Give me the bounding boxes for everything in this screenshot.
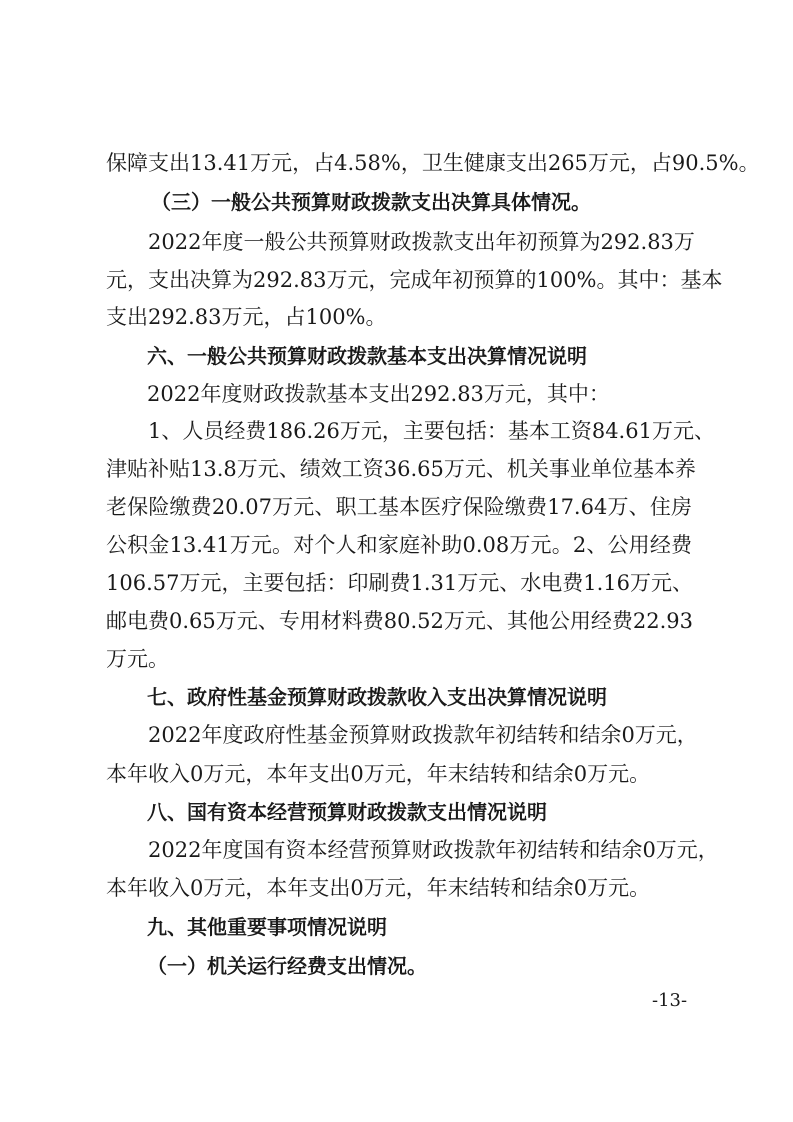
paragraph-line: 本年收入0万元，本年支出0万元，年末结转和结余0万元。 [106, 762, 651, 786]
paragraph-line: 2022年度一般公共预算财政拨款支出年初预算为292.83万 [148, 230, 695, 254]
paragraph-line: 本年收入0万元，本年支出0万元，年末结转和结余0万元。 [106, 876, 651, 900]
paragraph-line: 万元。 [106, 647, 169, 671]
paragraph-line: 支出292.83万元，占100%。 [106, 305, 387, 329]
section-heading: 八、国有资本经营预算财政拨款支出情况说明 [147, 800, 547, 824]
paragraph-line: 保障支出13.41万元，占4.58%，卫生健康支出265万元，占90.5%。 [106, 151, 760, 175]
section-heading: （三）一般公共预算财政拨款支出决算具体情况。 [151, 190, 591, 214]
section-heading: 九、其他重要事项情况说明 [147, 915, 387, 939]
section-heading: （一）机关运行经费支出情况。 [147, 954, 427, 978]
page-number: -13- [652, 990, 688, 1011]
paragraph-line: 2022年度国有资本经营预算财政拨款年初结转和结余0万元， [148, 838, 719, 862]
paragraph-line: 106.57万元，主要包括：印刷费1.31万元、水电费1.16万元、 [106, 571, 693, 595]
paragraph-line: 2022年度财政拨款基本支出292.83万元，其中： [147, 382, 610, 406]
paragraph-line: 邮电费0.65万元、专用材料费80.52万元、其他公用经费22.93 [106, 609, 693, 633]
paragraph-line: 公积金13.41万元。对个人和家庭补助0.08万元。2、公用经费 [106, 533, 692, 557]
paragraph-line: 元，支出决算为292.83万元，完成年初预算的100%。其中：基本 [106, 268, 723, 292]
paragraph-line: 1、人员经费186.26万元，主要包括：基本工资84.61万元、 [148, 419, 715, 443]
section-heading: 七、政府性基金预算财政拨款收入支出决算情况说明 [147, 685, 607, 709]
paragraph-line: 津贴补贴13.8万元、绩效工资36.65万元、机关事业单位基本养 [106, 457, 696, 481]
paragraph-line: 老保险缴费20.07万元、职工基本医疗保险缴费17.64万、住房 [106, 495, 692, 519]
paragraph-line: 2022年度政府性基金预算财政拨款年初结转和结余0万元， [148, 723, 698, 747]
section-heading: 六、一般公共预算财政拨款基本支出决算情况说明 [147, 344, 587, 368]
